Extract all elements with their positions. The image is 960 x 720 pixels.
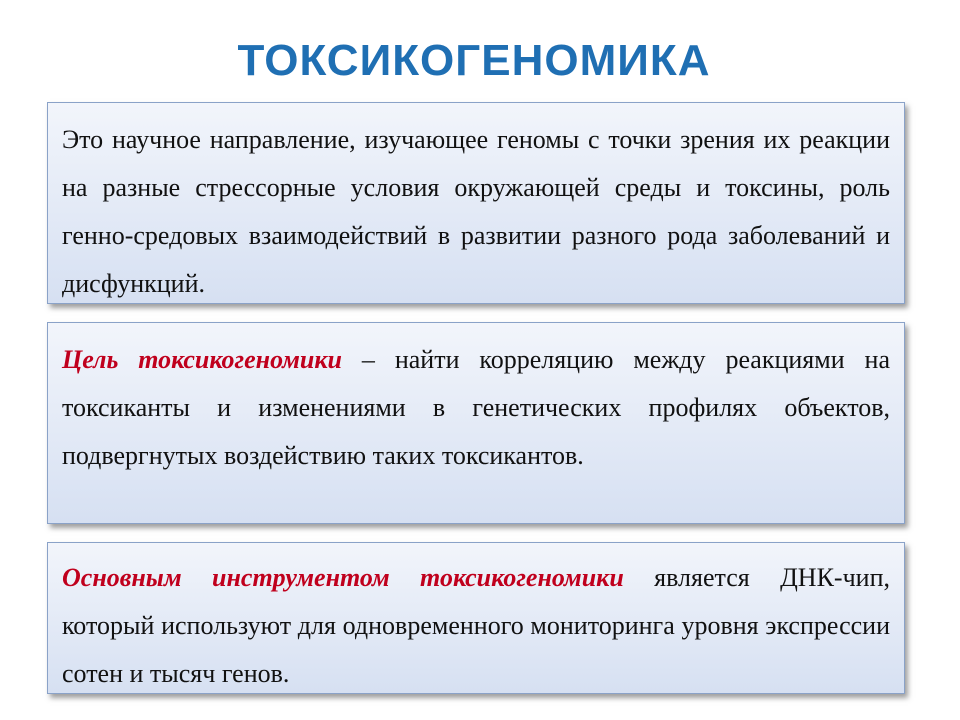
- definition-block: [47, 102, 905, 304]
- definition-text: Это научное направление, изучающее геномы с точки зрения их реакции на разные стрессорные условия окружающей среды и токсины, роль генно-средовых взаимодействий в развитии разного рода заболеваний и дисфункций.: [62, 125, 890, 298]
- slide-title: ТОКСИКОГЕНОМИКА: [237, 36, 711, 85]
- goal-accent: Цель токсикогеномики: [62, 345, 343, 374]
- instrument-accent: Основным инструментом токсикогеномики: [62, 563, 624, 592]
- goal-text: – найти корреляцию между реакциями на токсиканты и изменениями в генетических профилях объектов, подвергнутых воздействию таких токсикантов.: [62, 345, 890, 470]
- instrument-block: [47, 542, 905, 694]
- instrument-text: является ДНК-чип, который используют для одновременного мониторинга уровня экспрессии сотен и тысяч генов.: [62, 563, 890, 688]
- goal-block: [47, 322, 905, 524]
